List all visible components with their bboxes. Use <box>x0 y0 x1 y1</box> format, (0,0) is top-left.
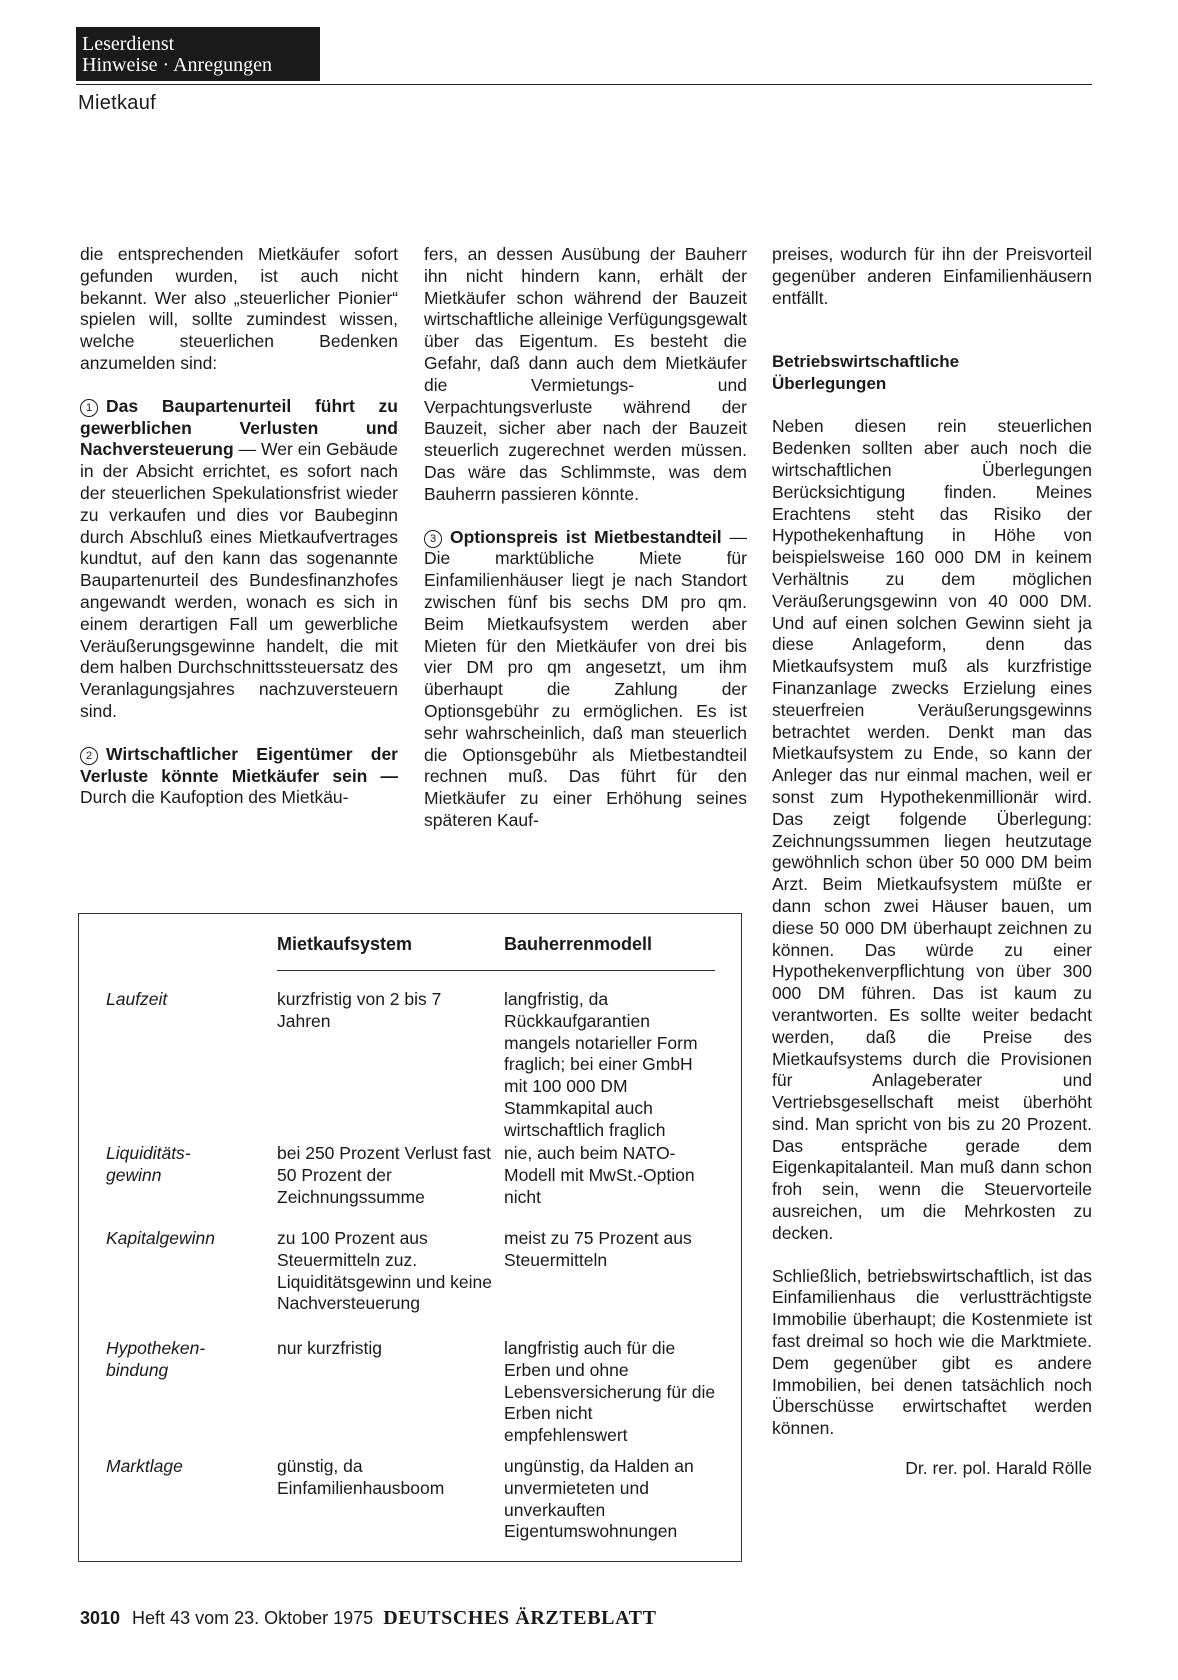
rubric-line-2: Hinweise · Anregungen <box>82 54 272 76</box>
comparison-table <box>78 913 742 1562</box>
column-3 <box>772 244 1092 1480</box>
header-rule <box>76 84 1092 85</box>
cell-bauherrenmodell: langfristig auch für die Erben und ohne Lebensversicherung für die Erben nicht empfehlenswert <box>504 1338 716 1446</box>
col1-paragraph-3 <box>80 744 398 809</box>
cell-mietkaufsystem: bei 250 Prozent Verlust fast 50 Prozent der Zeichnungssumme <box>277 1143 492 1207</box>
col3-heading-line-2: Überlegungen <box>772 374 887 394</box>
table-header-rule <box>277 970 715 971</box>
author-signature: Dr. rer. pol. Harald Rölle <box>905 1458 1092 1479</box>
cell-bauherrenmodell: langfristig, da Rückkaufgarantien mangels notarieller Form fraglich; bei einer GmbH mit 100 000 DM Stammkapital auch wirtschaftlich fraglich <box>504 989 698 1140</box>
cell-bauherrenmodell: meist zu 75 Prozent aus Steuermitteln <box>504 1228 692 1270</box>
col3-heading <box>772 351 1092 395</box>
cell-bauherrenmodell: ungünstig, da Halden an unvermieteten und unverkauften Eigentumswohnungen <box>504 1456 694 1542</box>
cell-bauherrenmodell: nie, auch beim NATO-Modell mit MwSt.-Option nicht <box>504 1143 695 1207</box>
cell-mietkaufsystem: kurzfristig von 2 bis 7 Jahren <box>277 989 442 1031</box>
section-title: Mietkauf <box>78 92 156 114</box>
col1-paragraph-1: die entsprechenden Mietkäufer sofort gefunden wurden, ist auch nicht bekannt. Wer also „steuerlicher Pionier“ spielen will, sollte zumindest wissen, welche steuerlichen Bedenken anzumelden sind: <box>80 244 398 373</box>
issue-info: Heft 43 vom 23. Oktober 1975 <box>132 1608 374 1628</box>
col3-heading-line-1: Betriebswirtschaftliche <box>772 352 960 372</box>
col1-paragraph-2-text: — Wer ein Gebäude in der Absicht errichtet, es sofort nach der steuerlichen Spekulationsfrist wieder zu verkaufen und dies vor Baubeginn durch Abschluß eines Mietkaufvertrages kundtut, auf den kann das sogenannte Baupartenurteil des Bundesfinanzhofes angewandt werden, wonach es sich in einem derartigen Fall um gewerbliche Veräußerungsgewinne handelt, die mit dem halben Durchschnittssteuersatz des Veranlagungsjahres nachzuversteuern sind. <box>80 439 398 721</box>
cell-mietkaufsystem: günstig, da Einfamilienhausboom <box>277 1456 445 1498</box>
col1-paragraph-3-text: Durch die Kaufoption des Mietkäu- <box>80 787 349 808</box>
col3-paragraph-1: preises, wodurch für ihn der Preisvorteil gegenüber anderen Einfamilienhäusern entfällt. <box>772 244 1092 308</box>
circled-number-3: 3 <box>424 530 442 548</box>
magazine-name: DEUTSCHES ÄRZTEBLATT <box>383 1607 657 1629</box>
cell-mietkaufsystem: nur kurzfristig <box>277 1338 383 1358</box>
col2-paragraph-2 <box>424 527 747 832</box>
col2-paragraph-1: fers, an dessen Ausübung der Bauherr ihn nicht hindern kann, erhält der Mietkäufer schon während der Bauzeit wirtschaftliche alleinige Verfügungsgewalt über das Eigentum. Es besteht die Gefahr, daß dann auch dem Mietkäufer die Vermietungs- und Verpachtungsverluste während der Bauzeit, sicher aber nach der Bauzeit steuerlich zugerechnet werden müssen. Das wäre das Schlimmste, was dem Bauherrn passieren könnte. <box>424 244 747 504</box>
col3-paragraph-3: Schließlich, betriebswirtschaftlich, ist das Einfamilienhaus die verlustträchtigste Immobilie überhaupt; die Kostenmiete ist fast dreimal so hoch wie die Marktmiete. Dem gegenüber gibt es andere Immobilien, bei denen tatsächlich noch Überschüsse erwirtschaftet werden können. <box>772 1265 1092 1439</box>
page-number: 3010 <box>80 1608 121 1628</box>
col3-paragraph-2: Neben diesen rein steuerlichen Bedenken sollten aber auch noch die wirtschaftlichen Überlegungen Berücksichtigung finden. Meines Erachtens steht das Risiko der Hypothekenhaftung in Höhe von beispielsweise 160 000 DM in keinem Verhältnis zu dem möglichen Veräußerungsgewinn von 40 000 DM. Und auf einen solchen Gewinn sieht ja diese Anlageform, denn das Mietkaufsystem muß als kurzfristige Finanzanlage zwecks Erzielung eines steuerfreien Veräußerungsgewinns betrachtet werden. Denkt man das Mietkaufsystem zu Ende, so kann der Anleger das nur einmal machen, weil er sonst zum Hypothekenmillionär wird. Das zeigt folgende Überlegung: Zeichnungssummen liegen heutzutage gewöhnlich schon über 50 000 DM beim Arzt. Beim Mietkaufsystem müßte er dann schon zwei Häuser bauen, um diese 50 000 DM überhaupt zeichnen zu können. Das würde zu einer Hypothekenverpflichtung von über 300 000 DM führen. Das ist kaum zu verantworten. Es sollte weiter bedacht werden, daß die Preise des Mietkaufsystems durch die Provisionen für Anlageberater und Vertriebsgesellschaft meist überhöht sind. Man spricht von bis zu 20 Prozent. Das entspräche gerade dem Eigenkapitalanteil. Man muß dann schon froh sein, wenn die Steuervorteile ausreichen, um die Mehrkosten zu decken. <box>772 416 1092 1243</box>
column-2 <box>424 244 747 832</box>
row-label: Kapitalgewinn <box>106 1228 215 1248</box>
row-label: Hypotheken-bindung <box>106 1338 206 1380</box>
column-1 <box>80 244 398 809</box>
table-header-bauherrenmodell: Bauherrenmodell <box>504 934 653 954</box>
row-label: Laufzeit <box>106 989 168 1009</box>
col2-paragraph-2-text: — Die marktübliche Miete für Einfamilienhäuser liegt je nach Standort zwischen fünf bis sechs DM pro qm. Beim Mietkaufsystem werden aber Mieten für den Mietkäufer von drei bis vier DM pro qm angesetzt, um ihm überhaupt die Zahlung der Optionsgebühr zu ermöglichen. Es ist sehr wahrscheinlich, daß man steuerlich die Optionsgebühr als Mietbestandteil rechnen muß. Das führt für den Mietkäufer zu einer Erhöhung seines späteren Kauf- <box>424 526 747 830</box>
col1-subhead-1: Das Baupartenurteil führt zu gewerblichen Verlusten und Nachversteuerung <box>80 395 398 460</box>
page-footer <box>80 1607 657 1630</box>
table-header-mietkaufsystem: Mietkaufsystem <box>277 934 413 954</box>
cell-mietkaufsystem: zu 100 Prozent aus Steuermitteln zuz. Liquiditätsgewinn und keine Nachversteuerung <box>277 1228 493 1314</box>
col1-paragraph-2 <box>80 396 398 723</box>
rubric-line-1: Leserdienst <box>82 33 175 55</box>
col2-subhead: Optionspreis ist Mietbestandteil <box>450 526 722 547</box>
circled-number-1: 1 <box>80 399 98 417</box>
row-label: Liquiditäts-gewinn <box>106 1143 191 1185</box>
col1-subhead-2: Wirtschaftlicher Eigentümer der Verluste könnte Mietkäufer sein — <box>80 743 398 786</box>
circled-number-2: 2 <box>80 747 98 765</box>
rubric-box <box>76 27 320 81</box>
row-label: Marktlage <box>106 1456 183 1476</box>
